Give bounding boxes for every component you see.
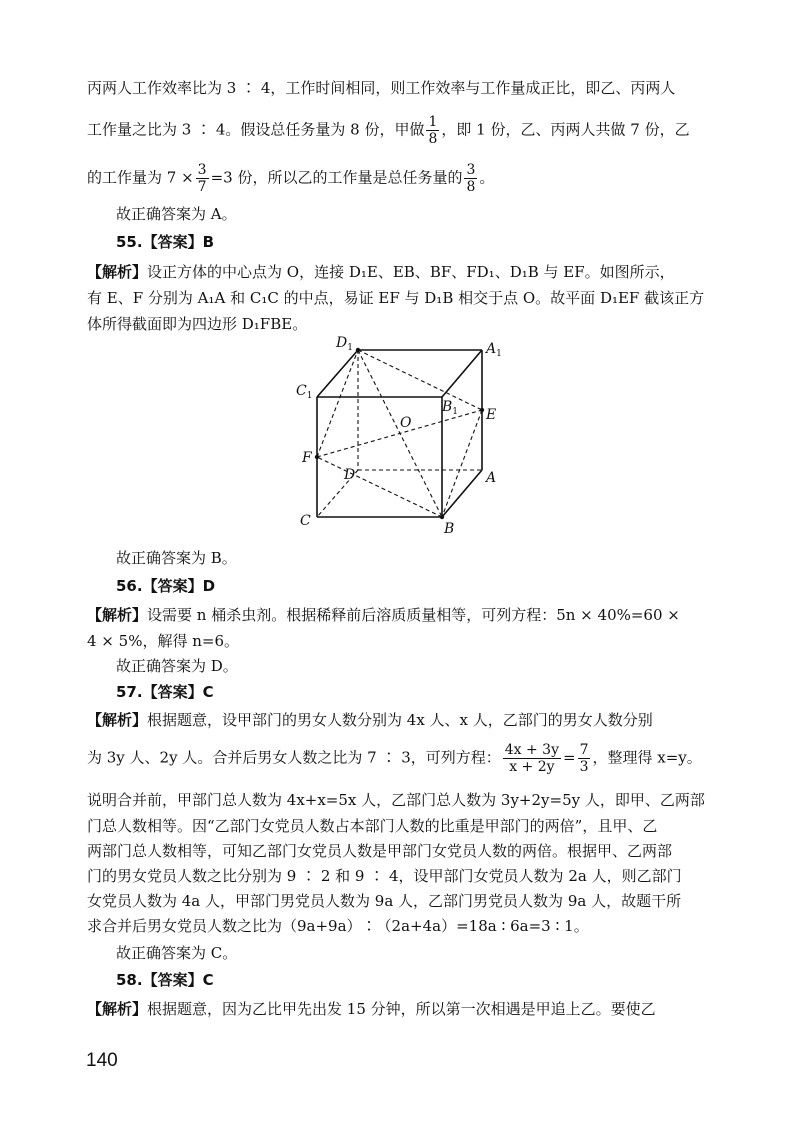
label-D: D xyxy=(344,467,356,483)
text-segment: =3 份，所以乙的工作量是总任务量的 xyxy=(210,168,463,187)
fraction xyxy=(196,162,209,195)
text-line: 4 × 5%，解得 n=6。 xyxy=(87,632,239,650)
text-segment: 。 xyxy=(479,168,495,187)
cube-hidden-edges xyxy=(317,350,482,517)
text-line xyxy=(87,162,494,195)
text-line: 丙两人工作效率比为 3 ∶ 4，工作时间相同，则工作效率与工作量成正比，即乙、丙两人 xyxy=(87,79,676,97)
fraction-denominator: x + 2y xyxy=(509,759,555,775)
text-line: 门的男女党员人数之比分别为 9 ∶ 2 和 9 ∶ 4，设甲部门女党员人数为 2a 人，则乙部门 xyxy=(87,867,682,885)
label-A1: $A_1$ xyxy=(486,341,502,359)
question-answer-heading: 55.【答案】B xyxy=(116,233,215,251)
text-line: 有 E、F 分别为 A₁A 和 C₁C 的中点，易证 EF 与 D₁B 相交于点 O。故平面 D₁EF 截该正方 xyxy=(87,289,705,307)
answer-line: 故正确答案为 A。 xyxy=(116,205,237,223)
text-line xyxy=(87,605,680,625)
label-O: O xyxy=(400,415,412,431)
analysis-tag: 【解析】 xyxy=(87,1000,148,1018)
label-B: B xyxy=(444,521,455,537)
fraction-numerator: 4x + 3y xyxy=(504,742,559,758)
fraction-denominator: 7 xyxy=(197,179,207,195)
fraction-numerator: 7 xyxy=(579,742,589,758)
fraction xyxy=(503,742,561,775)
text-segment: 根据题意，因为乙比甲先出发 15 分钟，所以第一次相遇是甲追上乙。要使乙 xyxy=(147,1000,656,1018)
analysis-tag: 【解析】 xyxy=(87,263,148,281)
text-line xyxy=(87,710,653,730)
answer-line: 故正确答案为 C。 xyxy=(116,944,238,962)
fraction-denominator: 8 xyxy=(466,179,476,195)
label-F: F xyxy=(302,450,312,466)
text-line: 门总人数相等。因“乙部门女党员人数占本部门人数的比重是甲部门的两倍”，且甲、乙 xyxy=(87,817,658,835)
fraction-numerator: 1 xyxy=(428,114,438,130)
label-E: E xyxy=(486,407,497,423)
text-line xyxy=(87,999,656,1019)
fraction xyxy=(578,742,591,775)
text-segment: 设正方体的中心点为 O，连接 D₁E、EB、BF、FD₁、D₁B 与 EF。如图所示， xyxy=(147,263,675,281)
label-C1: $C_1$ xyxy=(296,383,313,401)
page-number: 140 xyxy=(86,1050,118,1071)
text-segment: ，即 1 份，乙、丙两人共做 7 份，乙 xyxy=(441,120,690,139)
fraction-numerator: 3 xyxy=(466,162,476,178)
text-line xyxy=(87,262,675,282)
text-line: 两部门总人数相等，可知乙部门女党员人数是甲部门女党员人数的两倍。根据甲、乙两部 xyxy=(87,842,673,860)
question-answer-heading: 57.【答案】C xyxy=(116,683,214,701)
label-D1: $D_1$ xyxy=(336,335,353,353)
label-B1: $B_1$ xyxy=(442,399,459,417)
fraction-numerator: 3 xyxy=(197,162,207,178)
text-segment: 设需要 n 桶杀虫剂。根据稀释前后溶质质量相等，可列方程：5n × 40%=60 × xyxy=(147,606,680,624)
label-A: A xyxy=(486,470,497,486)
text-segment: 工作量之比为 3 ∶ 4。假设总任务量为 8 份，甲做 xyxy=(87,120,425,139)
answer-line: 故正确答案为 D。 xyxy=(116,657,238,675)
cube-figure xyxy=(290,335,520,540)
text-line: 说明合并前，甲部门总人数为 4x+x=5x 人，乙部门总人数为 3y+2y=5y 人，即甲、乙两部 xyxy=(87,791,705,809)
fraction-denominator: 3 xyxy=(579,759,589,775)
question-answer-heading: 56.【答案】D xyxy=(116,577,216,595)
text-segment: 为 3y 人、2y 人。合并后男女人数之比为 7 ∶ 3，可列方程： xyxy=(87,748,501,767)
text-segment: 的工作量为 7 × xyxy=(87,168,194,187)
fraction xyxy=(426,114,439,147)
fraction-denominator: 8 xyxy=(428,131,438,147)
text-line: 女党员人数为 4a 人，甲部门男党员人数为 9a 人，乙部门男党员人数为 9a 人，故题干所 xyxy=(87,892,682,910)
text-line: 求合并后男女党员人数之比为（9a+9a）∶（2a+4a）=18a ∶ 6a=3 ∶ 1。 xyxy=(87,917,589,935)
answer-line: 故正确答案为 B。 xyxy=(116,549,237,567)
label-C: C xyxy=(300,513,311,529)
text-segment: 根据题意，设甲部门的男女人数分别为 4x 人、x 人，乙部门的男女人数分别 xyxy=(147,711,653,729)
text-line: 为 3y 人、2y 人。合并后男女人数之比为 7 ∶ 3，可列方程： $\frac{4x + 3y}{x + 2y}$ = $\frac{7}{3}$ ，整理得 x=y。 xyxy=(87,742,702,775)
analysis-tag: 【解析】 xyxy=(87,606,148,624)
text-line: 体所得截面即为四边形 D₁FBE。 xyxy=(87,315,308,333)
question-answer-heading: 58.【答案】C xyxy=(116,971,214,989)
text-segment: ，整理得 x=y。 xyxy=(592,748,702,767)
fraction xyxy=(464,162,477,195)
analysis-tag: 【解析】 xyxy=(87,711,148,729)
text-line xyxy=(87,114,690,147)
